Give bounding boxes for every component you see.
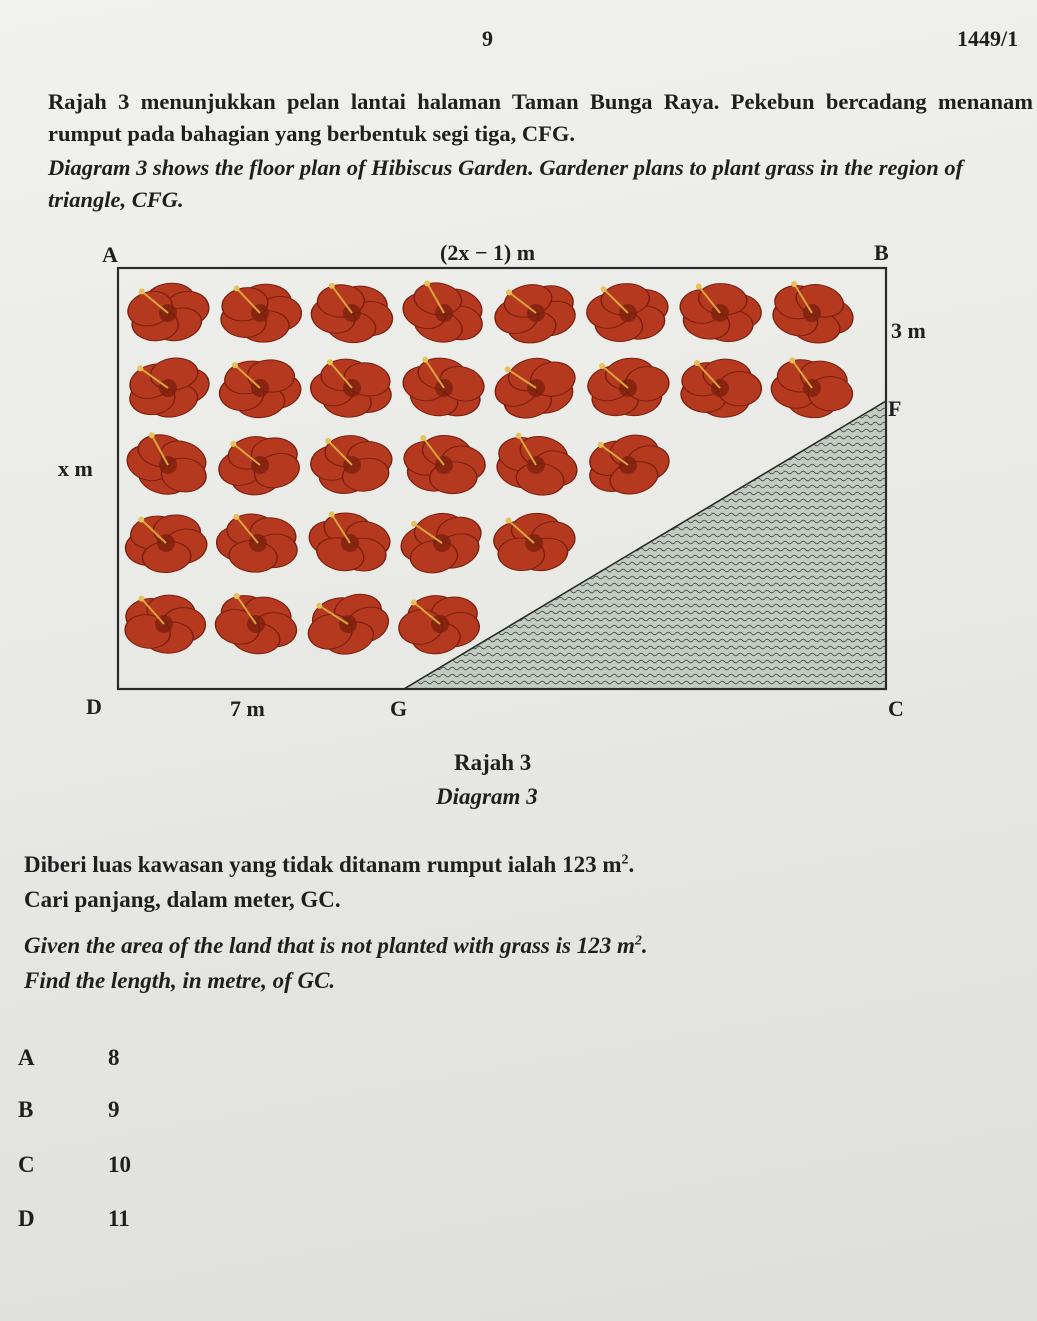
- option-b-letter[interactable]: B: [18, 1097, 34, 1122]
- option-c-value[interactable]: 10: [108, 1152, 131, 1177]
- hibiscus-flower-icon: [302, 274, 402, 348]
- hibiscus-flower-icon: [759, 271, 860, 354]
- intro-english: Diagram 3 shows the floor plan of Hibiscus Garden. Gardener plans to plant grass in the region of triangle, CFG.: [48, 155, 964, 212]
- hibiscus-flower-icon: [117, 421, 223, 507]
- hibiscus-flower-icon: [114, 345, 218, 429]
- vertex-a-label: A: [102, 242, 118, 267]
- hibiscus-flower-icon: [116, 590, 207, 658]
- option-c-letter[interactable]: C: [18, 1152, 35, 1177]
- option-d-letter[interactable]: D: [18, 1206, 35, 1231]
- hibiscus-flower-icon: [489, 272, 589, 353]
- diagram-caption-english: Diagram 3: [436, 784, 538, 809]
- question-find-english: Find the length, in metre, of GC.: [24, 968, 336, 993]
- hibiscus-flower-icon: [396, 349, 497, 429]
- page-number: 9: [482, 26, 493, 51]
- question-given-malay: Diberi luas kawasan yang tidak ditanam rumput ialah 123 $m^2$.: [24, 852, 635, 877]
- intro-malay: Rajah 3 menunjukkan pelan lantai halaman Taman Bunga Raya. Pekebun bercadang menanam rumput pada bahagian yang berbentuk segi tiga, CFG.: [48, 89, 1033, 146]
- length-dg-label: 7 m: [230, 696, 265, 721]
- hibiscus-flower-icon: [214, 425, 312, 505]
- question-given-english: Given the area of the land that is not planted with grass is 123 $m^2$.: [24, 933, 648, 958]
- hibiscus-flower-icon: [308, 353, 402, 423]
- hibiscus-flower-icon: [117, 506, 215, 576]
- vertex-f-label: F: [888, 396, 902, 421]
- vertex-g-label: G: [390, 696, 408, 721]
- vertex-c-label: C: [888, 696, 904, 721]
- length-ad-label: x m: [58, 456, 93, 481]
- vertex-b-label: B: [874, 240, 889, 265]
- hibiscus-flower-icon: [212, 278, 304, 346]
- hibiscus-flower-icon: [213, 507, 308, 578]
- hibiscus-flower-icon: [484, 348, 590, 433]
- length-ab-label: (2x − 1) m: [440, 240, 536, 265]
- option-a-value[interactable]: 8: [108, 1045, 120, 1070]
- hibiscus-flower-icon: [390, 503, 496, 587]
- hibiscus-flower-icon: [670, 279, 768, 350]
- hibiscus-flower-icon: [761, 348, 862, 424]
- hibiscus-flower-icon: [205, 584, 306, 661]
- length-bf-label: 3 m: [891, 318, 926, 343]
- hibiscus-flower-icon: [672, 354, 762, 421]
- hibiscus-flower-icon: [394, 430, 493, 503]
- hibiscus-flower-icon: [482, 423, 584, 507]
- hibiscus-flower-icon: [301, 503, 402, 584]
- option-a-letter[interactable]: A: [18, 1045, 35, 1070]
- hibiscus-flower-icon: [393, 270, 498, 355]
- hibiscus-flower-icon: [306, 432, 401, 501]
- paper-code: 1449/1: [957, 26, 1019, 51]
- option-b-value[interactable]: 9: [108, 1097, 120, 1122]
- hibiscus-flower-icon: [116, 275, 216, 353]
- hibiscus-flower-icon: [295, 579, 402, 666]
- hibiscus-flower-icon: [574, 423, 677, 506]
- diagram-caption-malay: Rajah 3: [454, 750, 532, 775]
- hibiscus-flower-icon: [483, 507, 582, 582]
- option-d-value[interactable]: 11: [108, 1206, 130, 1231]
- hibiscus-flower-icon: [581, 279, 677, 349]
- hibiscus-flower-icon: [211, 350, 310, 422]
- question-find-malay: Cari panjang, dalam meter, GC.: [24, 887, 341, 912]
- vertex-d-label: D: [86, 694, 102, 719]
- hibiscus-flower-icon: [577, 351, 677, 428]
